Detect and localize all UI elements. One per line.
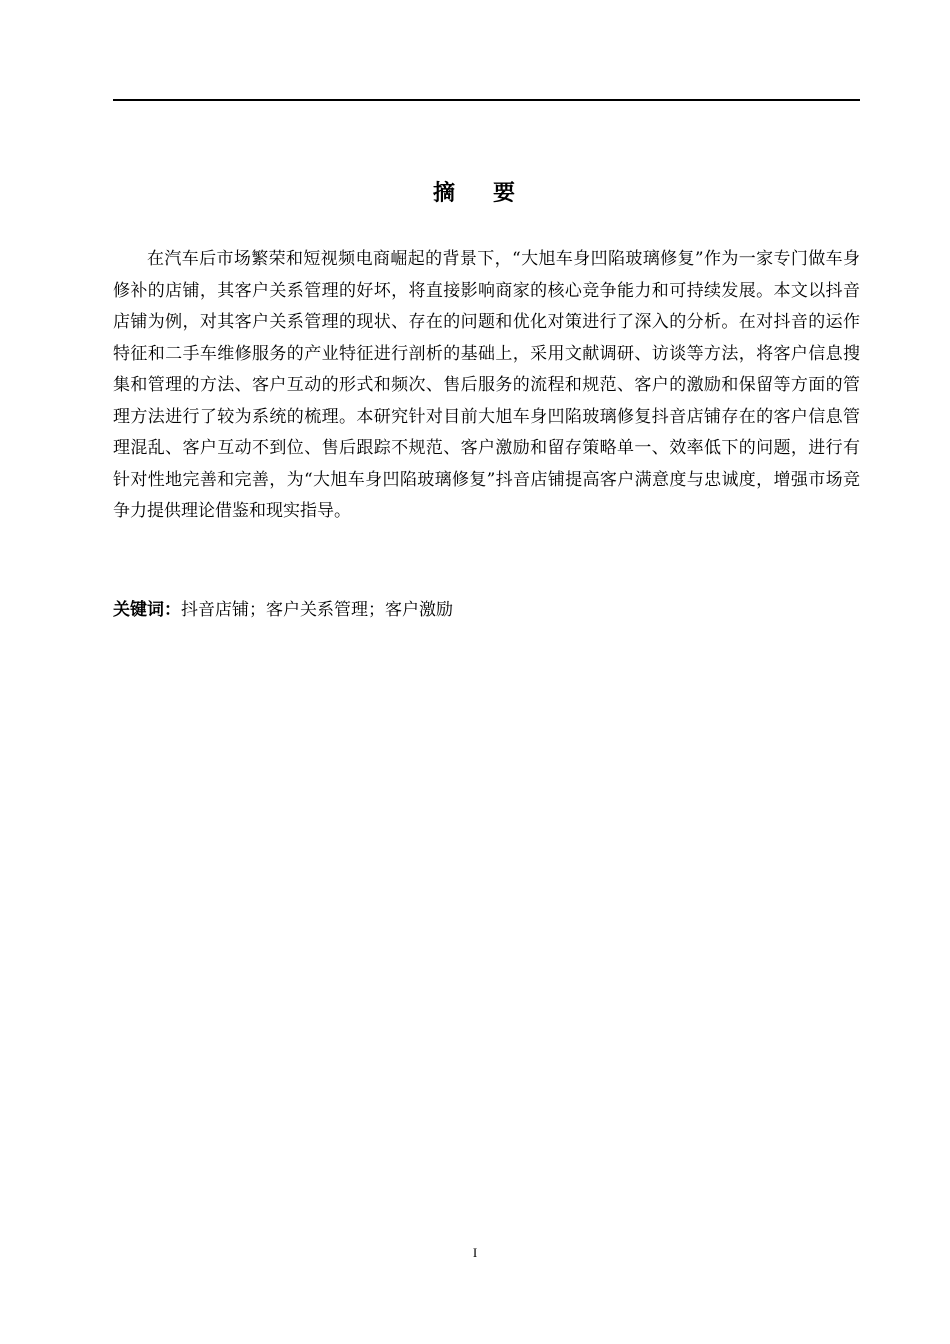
keywords-value: 抖音店铺；客户关系管理；客户激励 [181,600,453,620]
abstract-title-char-1: 摘 [432,181,457,206]
abstract-title-char-2: 要 [493,181,518,206]
abstract-title [0,178,950,210]
keywords-line [113,597,860,623]
header-rule [113,99,860,101]
page-number: I [472,1245,478,1260]
abstract-body: 在汽车后市场繁荣和短视频电商崛起的背景下，“大旭车身凹陷玻璃修复”作为一家专门做车身修补的店铺，其客户关系管理的好坏，将直接影响商家的核心竞争能力和可持续发展。本文以抖音店铺为例，对其客户关系管理的现状、存在的问题和优化对策进行了深入的分析。在对抖音的运作特征和二手车维修服务的产业特征进行剖析的基础上，采用文献调研、访谈等方法，将客户信息搜集和管理的方法、客户互动的形式和频次、售后服务的流程和规范、客户的激励和保留等方面的管理方法进行了较为系统的梳理。本研究针对目前大旭车身凹陷玻璃修复抖音店铺存在的客户信息管理混乱、客户互动不到位、售后跟踪不规范、客户激励和留存策略单一、效率低下的问题，进行有针对性地完善和完善，为“大旭车身凹陷玻璃修复”抖音店铺提高客户满意度与忠诚度，增强市场竞争力提供理论借鉴和现实指导。 [113,249,860,521]
keywords-label: 关键词： [113,600,181,620]
